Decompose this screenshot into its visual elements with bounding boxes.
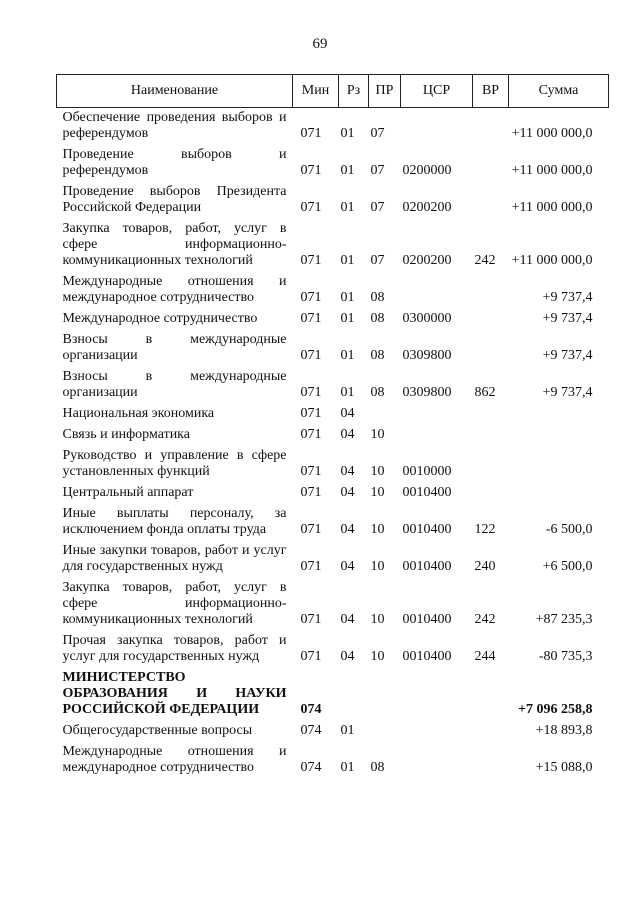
- cell-pr: 08: [370, 385, 385, 400]
- cell-rz: 04: [340, 464, 355, 479]
- cell-csr: 0309800: [402, 348, 452, 363]
- cell-csr: 0200000: [402, 163, 452, 178]
- cell-min: 071: [300, 290, 322, 305]
- cell-pr: 10: [370, 649, 385, 664]
- cell-csr: 0010400: [402, 612, 452, 627]
- table-row: [57, 219, 609, 272]
- cell-name: Иные выплаты персоналу, за исключением фонда оплаты труда: [62, 506, 287, 537]
- cell-rz: 01: [340, 348, 355, 363]
- table-row: [57, 721, 609, 742]
- cell-vr: 242: [474, 612, 496, 627]
- cell-pr: [369, 668, 401, 721]
- cell-vr: [473, 483, 509, 504]
- cell-min: 071: [300, 311, 322, 326]
- cell-csr: [401, 108, 473, 146]
- cell-sum: -6 500,0: [545, 522, 593, 537]
- cell-min: 071: [300, 348, 322, 363]
- cell-sum: +7 096 258,8: [518, 702, 593, 717]
- cell-name: Международные отношения и международное сотрудничество: [62, 744, 287, 775]
- column-header-rz: Рз: [339, 75, 369, 108]
- cell-name: МИНИСТЕРСТВО ОБРАЗОВАНИЯ И НАУКИ РОССИЙСКОЙ ФЕДЕРАЦИИ: [62, 670, 287, 717]
- cell-sum: -80 735,3: [538, 649, 593, 664]
- cell-csr: [401, 668, 473, 721]
- cell-sum: +11 000 000,0: [511, 163, 593, 178]
- cell-vr: [473, 145, 509, 182]
- cell-min: 071: [300, 559, 322, 574]
- table-body: [57, 108, 609, 780]
- cell-rz: [339, 668, 369, 721]
- cell-min: 071: [300, 406, 322, 421]
- cell-name: Национальная экономика: [62, 406, 215, 421]
- cell-rz: 04: [340, 485, 355, 500]
- cell-sum: +11 000 000,0: [511, 200, 593, 215]
- cell-vr: [473, 404, 509, 425]
- cell-rz: 04: [340, 522, 355, 537]
- table-row: [57, 631, 609, 668]
- cell-pr: 10: [370, 485, 385, 500]
- cell-vr: 122: [474, 522, 496, 537]
- cell-min: 071: [300, 649, 322, 664]
- cell-rz: 01: [340, 723, 355, 738]
- cell-min: 071: [300, 200, 322, 215]
- cell-name: Прочая закупка товаров, работ и услуг для государственных нужд: [62, 633, 287, 664]
- cell-min: 074: [300, 702, 322, 717]
- cell-min: 074: [300, 760, 322, 775]
- cell-csr: 0010400: [402, 485, 452, 500]
- table-row: [57, 541, 609, 578]
- cell-csr: 0309800: [402, 385, 452, 400]
- cell-min: 071: [300, 253, 322, 268]
- cell-vr: 244: [474, 649, 496, 664]
- cell-sum: [509, 483, 609, 504]
- cell-vr: [473, 182, 509, 219]
- table-row: [57, 446, 609, 483]
- cell-csr: [401, 272, 473, 309]
- cell-vr: [473, 425, 509, 446]
- cell-vr: [473, 330, 509, 367]
- cell-rz: 01: [340, 163, 355, 178]
- table-row: [57, 483, 609, 504]
- cell-vr: [473, 446, 509, 483]
- cell-name: Руководство и управление в сфере установленных функций: [62, 448, 287, 479]
- budget-table: [56, 74, 609, 779]
- cell-pr: 08: [370, 760, 385, 775]
- cell-pr: 07: [370, 126, 385, 141]
- page-number: 69: [312, 36, 328, 52]
- table-row: [57, 309, 609, 330]
- cell-vr: [473, 108, 509, 146]
- table-row: [57, 272, 609, 309]
- cell-pr: [369, 721, 401, 742]
- cell-pr: 10: [370, 464, 385, 479]
- cell-rz: 01: [340, 253, 355, 268]
- cell-name: Международное сотрудничество: [62, 311, 258, 326]
- cell-rz: 01: [340, 385, 355, 400]
- cell-vr: 240: [474, 559, 496, 574]
- cell-pr: 10: [370, 427, 385, 442]
- cell-rz: 04: [340, 559, 355, 574]
- cell-sum: +18 893,8: [535, 723, 593, 738]
- cell-csr: [401, 742, 473, 779]
- cell-sum: +87 235,3: [535, 612, 593, 627]
- table-row: [57, 668, 609, 721]
- cell-name: Проведение выборов Президента Российской Федерации: [62, 184, 287, 215]
- cell-pr: 07: [370, 253, 385, 268]
- cell-csr: 0010400: [402, 649, 452, 664]
- cell-min: 074: [300, 723, 322, 738]
- cell-sum: +11 000 000,0: [511, 253, 593, 268]
- cell-pr: [369, 404, 401, 425]
- table-row: [57, 578, 609, 631]
- cell-rz: 01: [340, 200, 355, 215]
- cell-csr: 0300000: [402, 311, 452, 326]
- column-header-min: Мин: [293, 75, 339, 108]
- cell-pr: 08: [370, 311, 385, 326]
- table-row: [57, 367, 609, 404]
- cell-sum: +9 737,4: [542, 348, 593, 363]
- table-row: [57, 404, 609, 425]
- cell-sum: +15 088,0: [535, 760, 593, 775]
- cell-min: 071: [300, 612, 322, 627]
- cell-pr: 07: [370, 200, 385, 215]
- cell-sum: [509, 446, 609, 483]
- cell-pr: 08: [370, 290, 385, 305]
- column-header-name: Наименование: [57, 75, 293, 108]
- cell-min: 071: [300, 126, 322, 141]
- cell-csr: 0010000: [402, 464, 452, 479]
- cell-pr: 10: [370, 612, 385, 627]
- cell-csr: 0200200: [402, 253, 452, 268]
- cell-sum: +6 500,0: [542, 559, 593, 574]
- table-row: [57, 742, 609, 779]
- cell-csr: [401, 404, 473, 425]
- cell-min: 071: [300, 385, 322, 400]
- cell-rz: 01: [340, 126, 355, 141]
- cell-rz: 04: [340, 406, 355, 421]
- cell-name: Взносы в международные организации: [62, 332, 287, 363]
- cell-name: Закупка товаров, работ, услуг в сфере информационно-коммуникационных технологий: [62, 580, 287, 627]
- cell-min: 071: [300, 163, 322, 178]
- table-row: [57, 504, 609, 541]
- cell-name: Международные отношения и международное сотрудничество: [62, 274, 287, 305]
- cell-sum: +9 737,4: [542, 385, 593, 400]
- column-header-pr: ПР: [369, 75, 401, 108]
- column-header-csr: ЦСР: [401, 75, 473, 108]
- cell-sum: +9 737,4: [542, 290, 593, 305]
- cell-min: 071: [300, 522, 322, 537]
- cell-csr: 0010400: [402, 559, 452, 574]
- cell-min: 071: [300, 427, 322, 442]
- cell-vr: [473, 272, 509, 309]
- cell-sum: [509, 425, 609, 446]
- cell-rz: 01: [340, 311, 355, 326]
- cell-name: Взносы в международные организации: [62, 369, 287, 400]
- cell-pr: 10: [370, 522, 385, 537]
- table-row: [57, 108, 609, 146]
- cell-rz: 04: [340, 649, 355, 664]
- cell-vr: 862: [474, 385, 496, 400]
- cell-rz: 04: [340, 427, 355, 442]
- cell-sum: +9 737,4: [542, 311, 593, 326]
- cell-rz: 04: [340, 612, 355, 627]
- cell-csr: [401, 425, 473, 446]
- cell-vr: [473, 309, 509, 330]
- cell-pr: 07: [370, 163, 385, 178]
- table-row: [57, 425, 609, 446]
- cell-name: Проведение выборов и референдумов: [62, 147, 287, 178]
- cell-csr: 0200200: [402, 200, 452, 215]
- cell-sum: +11 000 000,0: [511, 126, 593, 141]
- cell-name: Общегосударственные вопросы: [62, 723, 253, 738]
- cell-pr: 08: [370, 348, 385, 363]
- table-row: [57, 330, 609, 367]
- cell-min: 071: [300, 485, 322, 500]
- table-row: [57, 145, 609, 182]
- cell-name: Центральный аппарат: [62, 485, 194, 500]
- cell-vr: [473, 742, 509, 779]
- cell-vr: [473, 668, 509, 721]
- column-header-sum: Сумма: [509, 75, 609, 108]
- cell-name: Обеспечение проведения выборов и референдумов: [62, 110, 287, 141]
- column-header-vr: ВР: [473, 75, 509, 108]
- cell-rz: 01: [340, 760, 355, 775]
- table-row: [57, 182, 609, 219]
- cell-sum: [509, 404, 609, 425]
- cell-name: Иные закупки товаров, работ и услуг для государственных нужд: [62, 543, 287, 574]
- cell-name: Закупка товаров, работ, услуг в сфере информационно-коммуникационных технологий: [62, 221, 287, 268]
- cell-csr: 0010400: [402, 522, 452, 537]
- cell-csr: [401, 721, 473, 742]
- cell-vr: 242: [474, 253, 496, 268]
- cell-pr: 10: [370, 559, 385, 574]
- cell-min: 071: [300, 464, 322, 479]
- table-header-row: [57, 75, 609, 108]
- cell-name: Связь и информатика: [62, 427, 190, 442]
- cell-rz: 01: [340, 290, 355, 305]
- cell-vr: [473, 721, 509, 742]
